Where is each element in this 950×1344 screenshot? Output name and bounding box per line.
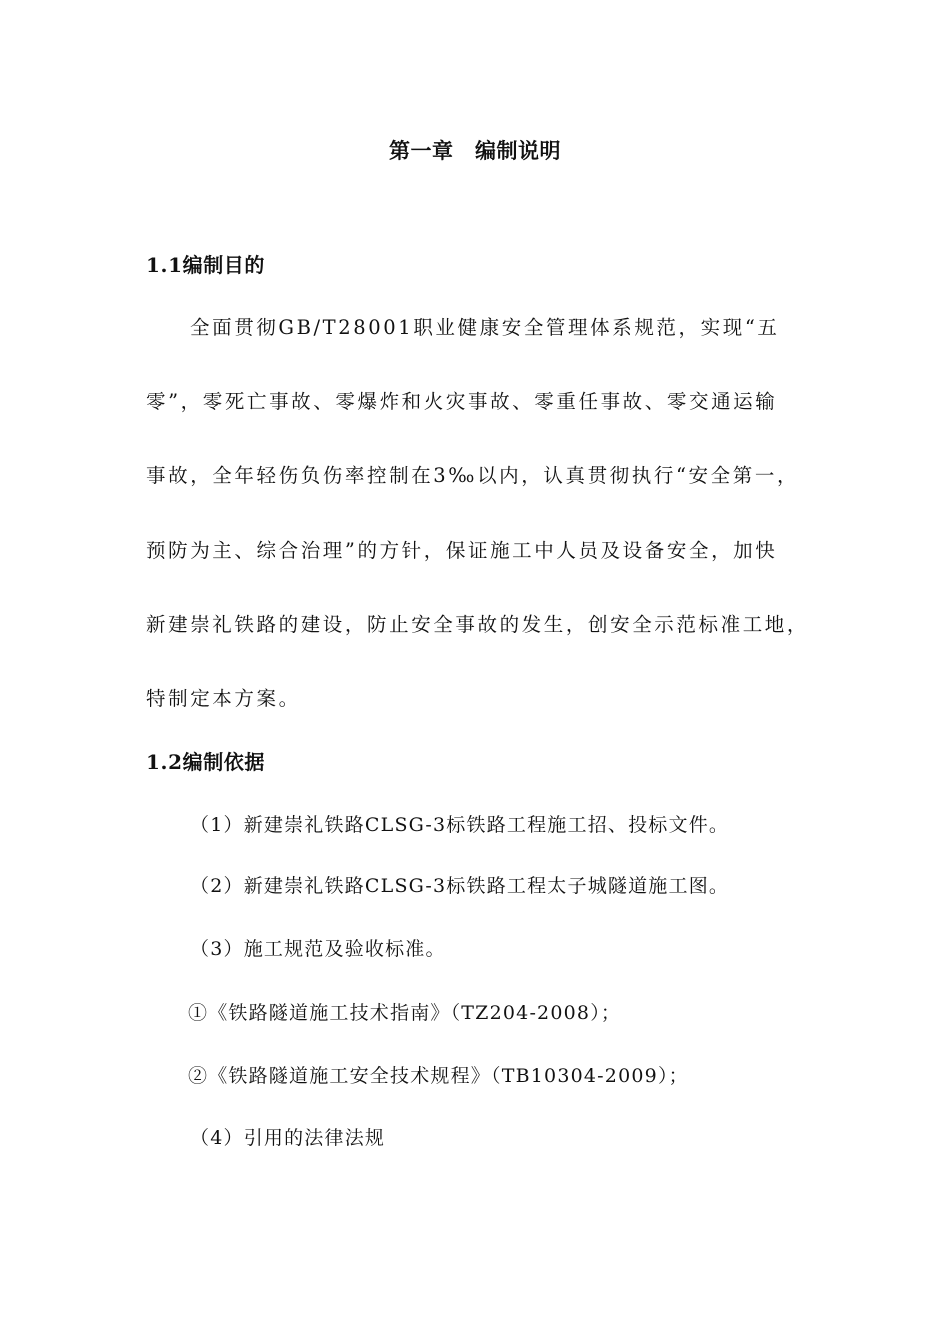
section-heading-purpose: 1.1编制目的 — [146, 253, 265, 277]
chapter-title: 第一章 编制说明 — [389, 138, 561, 163]
paragraph-line: 事故，全年轻伤负伤率控制在3‰以内，认真贯彻执行“安全第一， — [146, 464, 800, 487]
paragraph-line: 预防为主、综合治理”的方针，保证施工中人员及设备安全，加快 — [146, 539, 778, 562]
paragraph-line: 零”，零死亡事故、零爆炸和火灾事故、零重任事故、零交通运输 — [146, 390, 778, 413]
list-item: （3）施工规范及验收标准。 — [190, 938, 446, 960]
paragraph-line: 特制定本方案。 — [146, 687, 301, 710]
list-item: ②《铁路隧道施工安全技术规程》（TB10304-2009）； — [188, 1065, 689, 1087]
list-item: （1）新建崇礼铁路CLSG-3标铁路工程施工招、投标文件。 — [190, 814, 730, 836]
list-item: ①《铁路隧道施工技术指南》（TZ204-2008）； — [188, 1002, 622, 1024]
section-heading-basis: 1.2编制依据 — [146, 750, 265, 774]
paragraph-line: 全面贯彻GB/T28001职业健康安全管理体系规范，实现“五 — [190, 316, 780, 339]
paragraph-line: 新建崇礼铁路的建设，防止安全事故的发生，创安全示范标准工地， — [146, 613, 810, 636]
list-item: （4）引用的法律法规 — [190, 1127, 386, 1149]
list-item: （2）新建崇礼铁路CLSG-3标铁路工程太子城隧道施工图。 — [190, 875, 730, 897]
